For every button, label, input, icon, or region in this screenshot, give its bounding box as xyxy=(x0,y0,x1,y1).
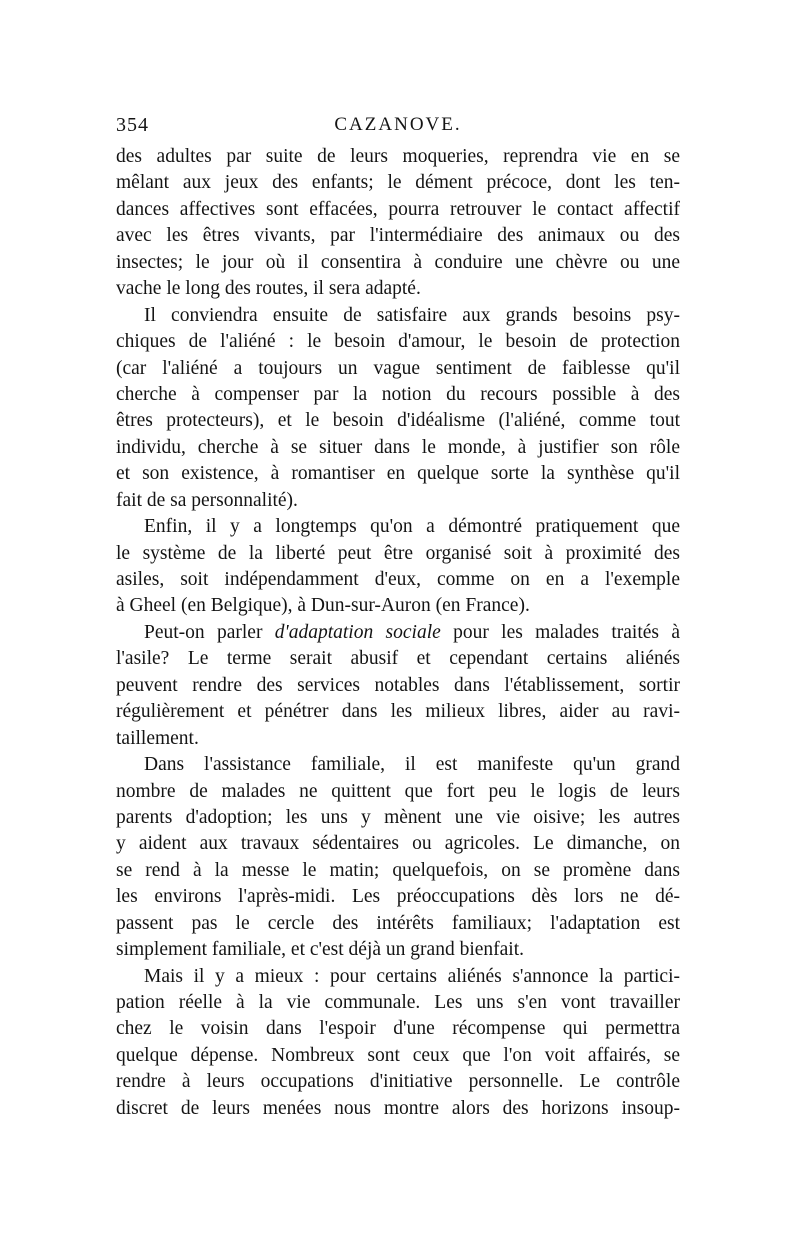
running-head: CAZANOVE. xyxy=(334,114,462,135)
text-line: passent pas le cercle des intérêts familiaux; l'adaptation est xyxy=(116,912,680,934)
text-line: êtres protecteurs), et le besoin d'idéalisme (l'aliéné, comme tout xyxy=(116,410,680,432)
text-line: parents d'adoption; les uns y mènent une vie oisive; les autres xyxy=(116,806,680,828)
text-line: Enfin, il y a longtemps qu'on a démontré pratiquement que xyxy=(144,516,680,538)
text-line: y aident aux travaux sédentaires ou agricoles. Le dimanche, on xyxy=(116,833,680,855)
text-line: régulièrement et pénétrer dans les milieux libres, aider au ravi- xyxy=(116,701,680,723)
text-line xyxy=(116,620,680,646)
text-line: se rend à la messe le matin; quelquefois, on se promène dans xyxy=(116,859,680,881)
text-segment: Peut-on parler xyxy=(144,621,275,643)
text-line: dances affectives sont effacées, pourra retrouver le contact affectif xyxy=(116,198,680,220)
text-segment: pour les malades traités à xyxy=(440,621,680,643)
text-line: (car l'aliéné a toujours un vague sentiment de faiblesse qu'il xyxy=(116,357,680,379)
text-line: chiques de l'aliéné : le besoin d'amour, le besoin de protection xyxy=(116,331,680,353)
text-line: l'asile? Le terme serait abusif et cependant certains aliénés xyxy=(116,648,680,670)
text-line: et son existence, à romantiser en quelque sorte la synthèse qu'il xyxy=(116,463,680,485)
text-line: pation réelle à la vie communale. Les uns s'en vont travailler xyxy=(116,992,680,1013)
text-line: peuvent rendre des services notables dans l'établissement, sortir xyxy=(116,674,680,696)
text-line: cherche à compenser par la notion du recours possible à des xyxy=(116,383,680,405)
italic-phrase: d'adaptation sociale xyxy=(274,621,441,643)
body-text xyxy=(116,144,680,1122)
text-line: des adultes par suite de leurs moqueries, reprendra vie en se xyxy=(116,146,680,167)
text-line: Il conviendra ensuite de satisfaire aux grands besoins psy- xyxy=(144,304,680,326)
text-line: asiles, soit indépendamment d'eux, comme on en a l'exemple xyxy=(116,569,680,590)
text-line: taillement. xyxy=(116,727,199,749)
text-line: Dans l'assistance familiale, il est manifeste qu'un grand xyxy=(144,754,680,776)
text-line: discret de leurs menées nous montre alors des horizons insoup- xyxy=(116,1097,680,1119)
text-line: chez le voisin dans l'espoir d'une récompense qui permettra xyxy=(116,1018,680,1040)
text-line: Mais il y a mieux : pour certains aliénés s'annonce la partici- xyxy=(144,965,680,987)
text-line: vache le long des routes, il sera adapté. xyxy=(116,278,421,300)
page-header xyxy=(116,114,680,146)
text-line: fait de sa personnalité). xyxy=(116,489,298,511)
page-number: 354 xyxy=(116,114,149,136)
text-line: simplement familiale, et c'est déjà un grand bienfait. xyxy=(116,939,524,961)
text-line: individu, cherche à se situer dans le monde, à justifier son rôle xyxy=(116,436,680,458)
text-line: avec les êtres vivants, par l'intermédiaire des animaux ou des xyxy=(116,225,680,247)
text-line: le système de la liberté peut être organisé soit à proximité des xyxy=(116,542,680,564)
text-line: mêlant aux jeux des enfants; le dément précoce, dont les ten- xyxy=(116,172,680,194)
text-line: à Gheel (en Belgique), à Dun-sur-Auron (en France). xyxy=(116,595,530,617)
text-line: les environs l'après-midi. Les préoccupations dès lors ne dé- xyxy=(116,886,680,908)
text-line: insectes; le jour où il consentira à conduire une chèvre ou une xyxy=(116,251,680,273)
text-line: nombre de malades ne quittent que fort peu le logis de leurs xyxy=(116,780,680,802)
text-line: quelque dépense. Nombreux sont ceux que l'on voit affairés, se xyxy=(116,1044,680,1066)
text-line: rendre à leurs occupations d'initiative personnelle. Le contrôle xyxy=(116,1071,680,1093)
